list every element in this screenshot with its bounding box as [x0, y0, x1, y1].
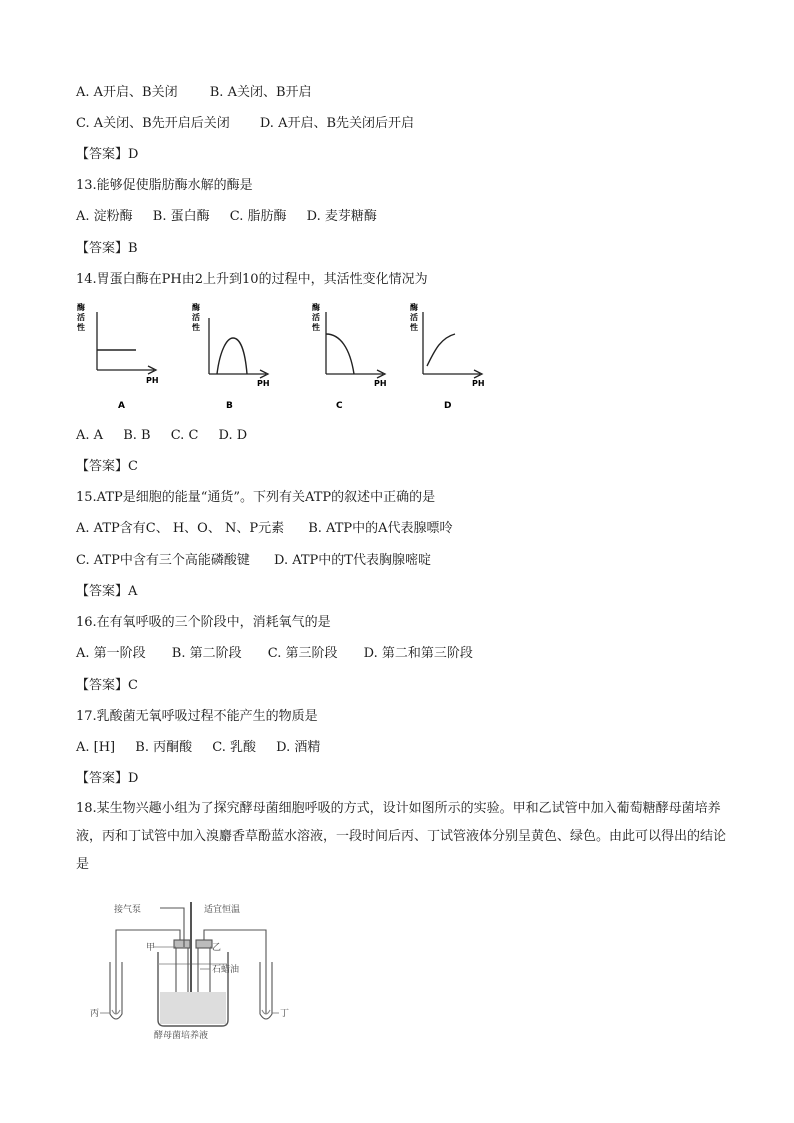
- q13-option-d: D. 麦芽糖酶: [306, 209, 377, 224]
- graph-d-ylabel-1: 酶: [410, 303, 418, 312]
- q12-options-row1: [76, 84, 334, 102]
- graph-d-caption: D: [444, 401, 452, 411]
- graph-d-ylabel-2: 活: [410, 313, 418, 322]
- q12-option-b: B. A关闭、B开启: [209, 85, 312, 100]
- graph-a-ylabel-2: 活: [77, 313, 85, 322]
- q13-options: [76, 208, 393, 226]
- graph-b-xlabel: PH: [257, 379, 270, 388]
- q17-option-a: A. [H]: [76, 740, 116, 755]
- label-ding: 丁: [280, 1009, 290, 1019]
- q15-options-row1: [76, 520, 475, 538]
- label-medium: 酵母菌培养液: [154, 1031, 209, 1041]
- q12-options-row2: [76, 115, 436, 133]
- q16-option-d: D. 第二和第三阶段: [363, 646, 473, 661]
- q14-option-c: C. C: [170, 428, 199, 443]
- q17-option-c: C. 乳酸: [212, 740, 256, 755]
- q14-answer: 【答案】C: [76, 459, 138, 474]
- label-temp: 适宜恒温: [204, 905, 241, 915]
- graph-b-curve: [217, 338, 247, 374]
- q12-option-a: A. A开启、B关闭: [76, 85, 178, 100]
- q15-options-row2: [76, 552, 453, 570]
- q14-option-a: A. A: [76, 428, 104, 443]
- graph-a: [77, 302, 159, 411]
- label-bing: 丙: [90, 1009, 100, 1019]
- q13-answer: 【答案】B: [76, 241, 138, 256]
- q15-stem: 15.ATP是细胞的能量“通货”。下列有关ATP的叙述中正确的是: [76, 490, 436, 505]
- q16-option-c: C. 第三阶段: [267, 646, 338, 661]
- graph-a-ylabel-3: 性: [77, 323, 85, 332]
- q17-answer: 【答案】D: [76, 771, 139, 786]
- graph-b-ylabel-3: 性: [192, 323, 200, 332]
- q12-option-c: C. A关闭、B先开启后关闭: [76, 116, 230, 131]
- q16-option-b: B. 第二阶段: [171, 646, 242, 661]
- q17-option-d: D. 酒精: [276, 740, 321, 755]
- q15-option-b: B. ATP中的A代表腺嘌呤: [308, 521, 453, 536]
- q14-stem: 14.胃蛋白酶在PH由2上升到10的过程中，其活性变化情况为: [76, 272, 428, 287]
- graph-b-ylabel-2: 活: [192, 313, 200, 322]
- graph-d: [410, 302, 485, 411]
- q17-option-b: B. 丙酮酸: [135, 740, 193, 755]
- graph-c-ylabel-2: 活: [312, 313, 320, 322]
- graph-a-caption: A: [118, 401, 125, 411]
- q17-stem: 17.乳酸菌无氧呼吸过程不能产生的物质是: [76, 709, 318, 724]
- q18-apparatus-figure: [88, 892, 308, 1042]
- graph-d-ylabel-3: 性: [410, 323, 418, 332]
- q16-options: [76, 645, 495, 663]
- graph-c: [312, 302, 387, 411]
- graph-c-caption: C: [336, 401, 343, 411]
- q17-options: [76, 739, 336, 757]
- q18-stem: 18.某生物兴趣小组为了探究酵母菌细胞呼吸的方式，设计如图所示的实验。甲和乙试管中加入葡萄糖酵母菌培养液，丙和丁试管中加入溴麝香草酚蓝水溶液，一段时间后丙、丁试管液体分别呈黄色、绿色。由此可以得出的结论是: [76, 801, 727, 872]
- q15-option-a: A. ATP含有C、 H、O、 N、P元素: [76, 521, 285, 536]
- graph-b-ylabel-1: 酶: [192, 303, 200, 312]
- q13-option-c: C. 脂肪酶: [229, 209, 287, 224]
- graph-c-ylabel-1: 酶: [312, 303, 320, 312]
- graph-c-xlabel: PH: [374, 379, 387, 388]
- graph-d-curve: [427, 334, 455, 366]
- q13-option-a: A. 淀粉酶: [76, 209, 133, 224]
- q14-graphs: [70, 298, 510, 416]
- label-jia: 甲: [146, 943, 156, 953]
- label-yi: 乙: [212, 943, 222, 953]
- q16-answer: 【答案】C: [76, 678, 138, 693]
- label-paraffin: 石蜡油: [212, 965, 240, 975]
- q13-option-b: B. 蛋白酶: [152, 209, 210, 224]
- q15-answer: 【答案】A: [76, 584, 138, 599]
- graph-a-ylabel-1: 酶: [77, 303, 85, 312]
- graph-c-ylabel-3: 性: [312, 323, 320, 332]
- label-pump: 接气泵: [114, 905, 142, 915]
- q12-option-d: D. A开启、B先关闭后开启: [259, 116, 415, 131]
- q12-answer: 【答案】D: [76, 147, 139, 162]
- graph-b-caption: B: [226, 401, 233, 411]
- q16-stem: 16.在有氧呼吸的三个阶段中，消耗氧气的是: [76, 615, 331, 630]
- q13-stem: 13.能够促使脂肪酶水解的酶是: [76, 178, 253, 193]
- graph-c-curve: [326, 334, 354, 374]
- q16-option-a: A. 第一阶段: [76, 646, 146, 661]
- q15-option-c: C. ATP中含有三个高能磷酸键: [76, 553, 250, 568]
- q14-options: [76, 427, 263, 445]
- q14-option-b: B. B: [123, 428, 151, 443]
- graph-d-xlabel: PH: [472, 379, 485, 388]
- q14-option-d: D. D: [218, 428, 248, 443]
- graph-b: [192, 302, 270, 411]
- q15-option-d: D. ATP中的T代表胸腺嘧啶: [273, 553, 431, 568]
- graph-a-xlabel: PH: [146, 376, 159, 385]
